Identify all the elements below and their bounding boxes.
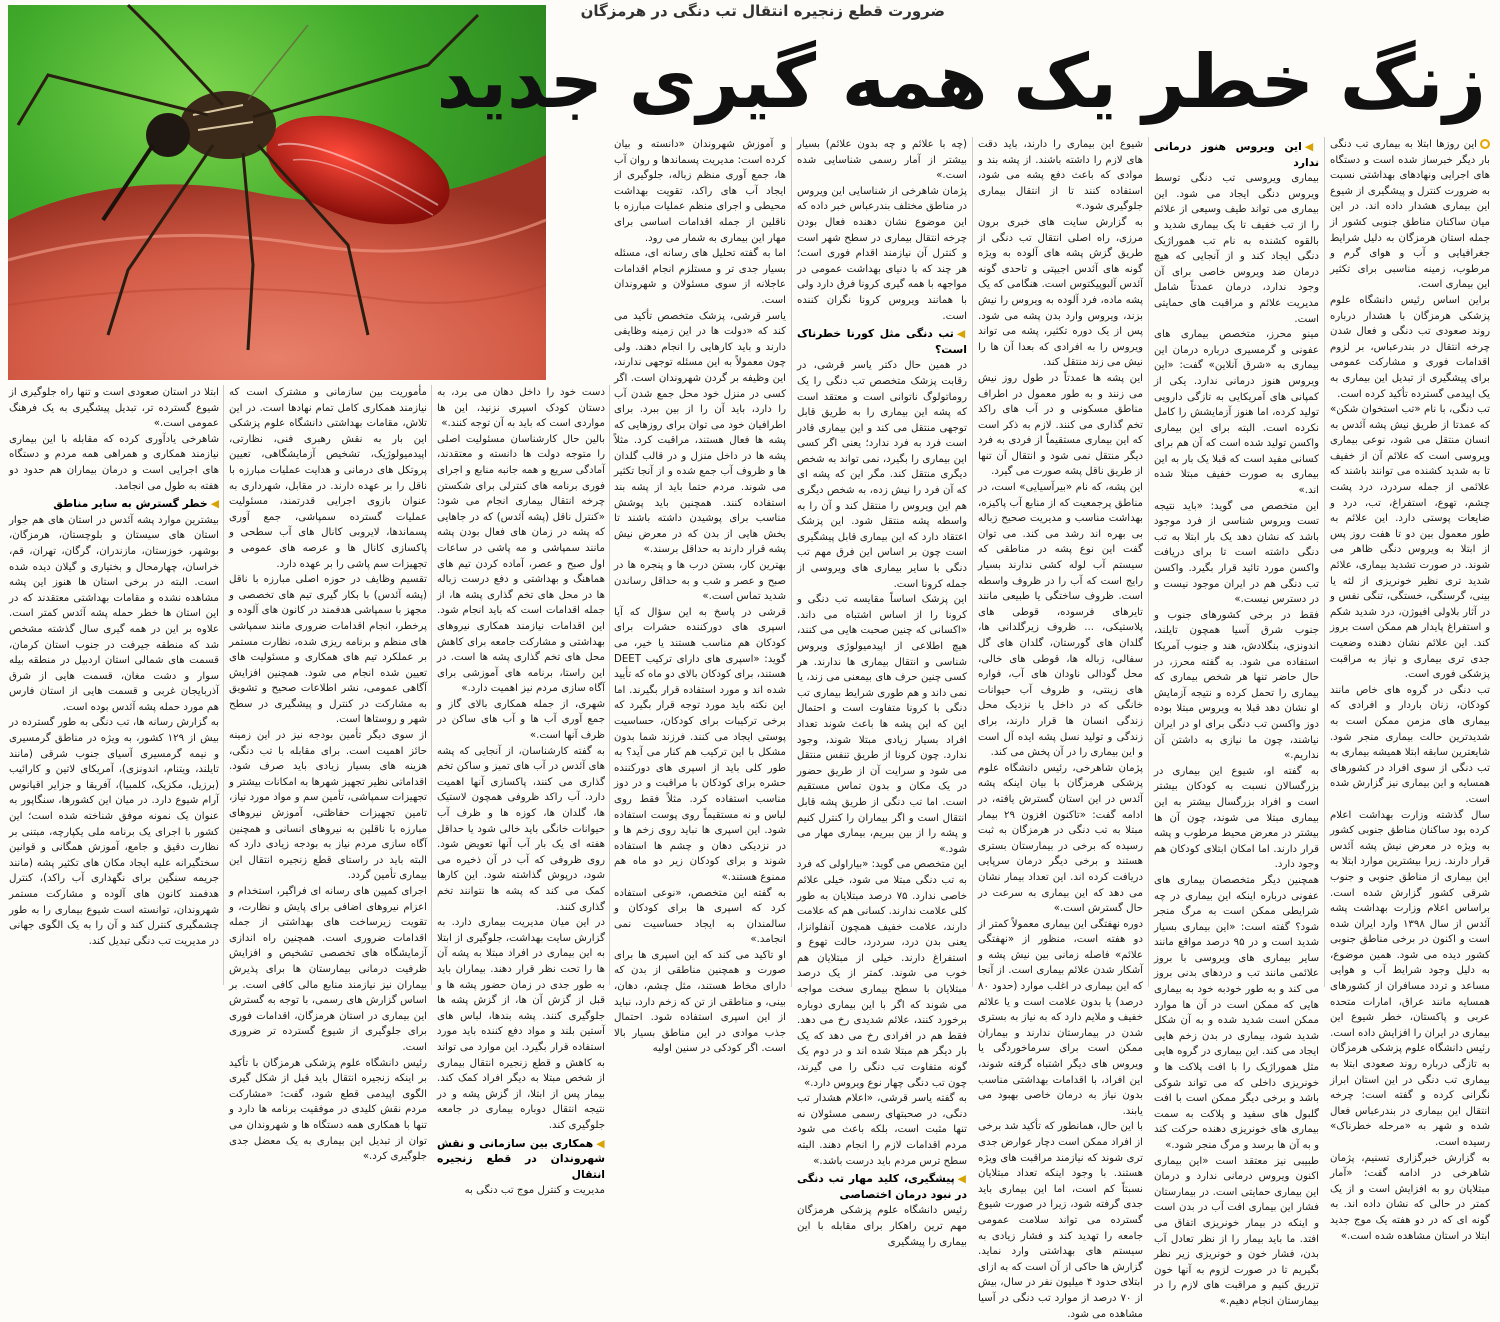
paragraph: رئیس دانشگاه علوم پزشکی هرمزگان با تأکید بر اینکه زنجیره انتقال باید قبل از شکل گیری الگوی اپیدمی قطع شود، گفت: «مشارکت مردم نقش کلیدی در موفقیت برنامه ها دارد و تنها با همکاری همه دستگاه ها و شهروندان می توان از تبدیل این بیماری به یک معضل جدی جلوگیری کرد.» [229,1057,427,1163]
paragraph: در این میان مدیریت بیماری دارد. به گزارش سایت بهداشت، جلوگیری از ابتلا به این بیماری در افراد مبتلا به پشه آن ها را تحت نظر قرار دهند. بیماران باید به طور جدی در زمان حضور پشه ها و قبل از گزش آن ها، از گزش پشه ها جلوگیری کنند. پشه بندها، لباس های آستین بلند و مواد دفع کننده باید مورد استفاده قرار بگیرد. این موارد می تواند به کاهش و قطع زنجیره انتقال بیماری از شخص مبتلا به دیگر افراد کمک کند. بیمار پس از ابتلا، از گزش پشه و در نتیجه انتقال دوباره بیماری در جامعه جلوگیری کند. [437,917,605,1131]
paragraph: مینو محرز، متخصص بیماری های عفونی و گرمسیری درباره درمان این بیماری به «شرق آنلاین» گفت: «این ویروس هنوز درمانی ندارد. یکی از کمپانی های آمریکایی به تازگی دارویی تولید کرده، اما هنوز آزمایشش را کامل نکرده است. البته برای این بیماری واکسن تولید شده است که آن هم برای کسانی مفید است که قبلا یک بار به این بیماری به صورت خفیف مبتلا شده اند.» [1154,329,1319,497]
paragraph: این پشه، که نام «بیرآسیایی» است، در مناطق پرجمعیت که از منابع آب پاکیزه، بهداشت مناسب و مدیریت صحیح زباله بی بهره اند رشد می کند. می توان گفت این نوع پشه در مناطقی که سیستم آب لوله کشی ندارند بسیار رایج است که آب را در ظروف واسطه است. ظروف ساختگی یا طبیعی مانند تایرهای فرسوده، قوطی های پلاستیکی، ... ظروف زیرگلدانی ها، گلدان های گورستان، گلدان های گل سفالی، زباله ها، قوطی های خالی، محل گودالی ناودان های آب، فواره های زینتی، و ظروف آب حیوانات خانگی که در داخل یا نزدیک محل زندگی انسان ها قرار دارند، برای زندگی و تولید نسل پشه ایده آل است و این بیماری را در آن پخش می کند. [978,482,1143,759]
paragraph: تب دنگی در گروه های خاص مانند کودکان، زنان باردار و افرادی که بیماری های مزمن ممکن است به شدیدترین حالت بیماری منجر شود. شایعترین سابقه ابتلا همیشه بیماری به تب دنگی از سوی افراد در کشورهای همسایه و این بیماری نیز گزارش شده است. [1330,684,1490,805]
paragraph: پژمان شاهرخی از شناسایی این ویروس در مناطق مختلف بندرعباس خبر داده که این موضوع نشان دهنده فعال بودن چرخه انتقال بیماری در سطح شهر است و کنترل آن نیازمند اقدام فوری است؛ هر چند که با دنیای بهداشت عمومی در مواجهه با همه گیری کرونا فرق دارد ولی با همانند ویروس کرونا نگران کننده است. [797,185,967,322]
subheading [797,326,967,357]
article-kicker: ضرورت قطع زنجیره انتقال تب دنگی در هرمزگان [580,2,945,20]
paragraph: رئیس دانشگاه علوم پزشکی هرمزگان مهم ترین راهکار برای مقابله با این بیماری را پیشگیری [797,1205,967,1248]
column-7 [229,385,427,1163]
column-1 [1330,137,1490,1242]
paragraph: به گفته این متخصص، «نوعی استفاده کرد که اسپری ها برای کودکان و سالمندان به ایجاد حساسیت نمی انجامد.» [614,887,786,946]
subheading-text: همکاری بین سازمانی و نقش شهروندان در قطع زنجیره انتقال [437,1136,605,1181]
paragraph: فقط در برخی کشورهای جنوب و جنوب شرق آسیا همچون تایلند، اندونزی، بنگلادش، هند و جنوب آمریکا استفاده می شود. به گفته محرز، در حال حاضر تنها هر شخص بیماری که بیماری را تحمل کرده و نتیجه آزمایش او نشان دهد قبلا به ویروس مبتلا بوده دوز واکسن تب دنگی برای او در ایران نیاشند، چون ما نیازی به داشتن آن نداریم.» [1154,609,1319,762]
column-4 [797,137,967,1248]
paragraph: این روزها ابتلا به بیماری تب دنگی بار دیگر خبرساز شده است و دستگاه های اجرایی ونهادهای بهداشتی نسبت به ضرورت کنترل و پیشگیری از شیوع این بیماری هشدار داده اند. در این میان ساکنان مناطق جنوبی کشور از جمله استان هرمزگان به دلیل شرایط جغرافیایی و آب و هوای گرم و مرطوب، زمینه مناسبی برای تکثیر این بیماری است. [1330,139,1490,291]
paragraph: با این حال، همانطور که تأکید شد برخی از افراد ممکن است دچار عوارض جدی تری شوند که نیازمند مراقبت های ویژه هستند. با وجود اینکه تعداد مبتلایان نسبتاً کم است، اما این بیماری باید جدی گرفته شود، زیرا در صورت شیوع گسترده می تواند سلامت عمومی جامعه را تهدید کند و فشار زیادی به سیستم های بهداشتی وارد نماید. گزارش ها حاکی از آن است که به ازای ابتلای حدود ۴ میلیون نفر در سال، بیش از ۷۰ درصد از موارد تب دنگی در آسیا مشاهده می شود. [978,1121,1143,1320]
subheading [1154,139,1319,170]
paragraph: اجرای کمپین های رسانه ای فراگیر، استخدام و اعزام نیروهای اضافی برای پایش و نظارت، و تقویت زیرساخت های بهداشتی از جمله اقدامات ضروری است. همچنین راه اندازی آزمایشگاه های تخصصی تشخیص و افزایش ظرفیت درمانی بیمارستان ها برای پذیرش بیماران نیز نیازمند منابع مالی کافی است. بر اساس گزارش های رسمی، با توجه به گسترش این بیماری در استان هرمزگان، اقدامات فوری برای جلوگیری از شیوع گسترده تر ضروری است. [229,886,427,1053]
triangle-marker-icon: ◀ [1304,140,1319,153]
paragraph: این متخصص می گوید: «بیاراولی که فرد به تب دنگی مبتلا می شود، خیلی علائم خاصی ندارد. ۷۵ درصد مبتلایان به طور کلی علامت ندارند. کسانی هم که علامت دارند، علامت خفیف همچون آنفلوانزا، یعنی بدن درد، سردرد، حالت تهوع و استفراغ دارند. خیلی از مبتلایان هم خوب می شوند. کمتر از یک درصد مبتلایان با سطح بیماری سخت مواجه می شوند که اگر با این بیماری دوباره برخورد کنند، علائم شدیدی رخ می دهد. فقط هم در افرادی رخ می دهد که یک بار دیگر هم مبتلا شده اند و در دوم یک گونه متفاوت تب دنگی را می گیرند، چون تب دنگی چهار نوع ویروس دارد.» [797,859,967,1089]
subheading [437,1136,605,1183]
paragraph: این پزشک اساساً مقایسه تب دنگی و کرونا را از اساس اشتباه می داند. «اکسانی که چنین صحبت هایی می کنند، هیچ اطلاعی از اپیدمیولوژی ویروس شناسی و انتقال بیماری ها ندارند. هر کسی چنین حرف های بیمعنی می زند، یا نمی داند و هم طوری شرایط بیماری تب دنگی با کرونا متفاوت است و احتمال این که این پشه ها باعث شوند تعداد افراد بسیار زیادی مبتلا شوند، وجود ندارد. چون کرونا از طریق تنفس منتقل می شود و سرایت آن از طریق حضور در یک مکان و بدون تماس مستقیم است. اما تب دنگی از طریق پشه قابل انتقال است و اگر بیماران را کنترل کنیم و پشه را از بین ببریم، بیماری مهار می شود.» [797,594,967,855]
column-6 [437,385,605,1197]
paragraph: شاهرخی یادآوری کرده که مقابله با این بیماری نیازمند همکاری و همراهی همه مردم و دستگاه های اجرایی است و درمان بیماران هم حدود دو هفته به طول می انجامد. [9,433,219,492]
paragraph: مأموریت بین سازمانی و مشترک است که نیازمند همکاری کامل تمام نهادها است. در این تلاش، مقامات بهداشتی دانشگاه علوم پزشکی این بار به نقش رهبری فنی، نظارتی، اپیدمیولوژیک، تشخیص آزمایشگاهی، تعیین پروتکل های درمانی و هدایت عملیات مبارزه با ناقل را بر عهده دارند. در مقابل، شهرداری به عنوان بازوی اجرایی قدرتمند، مسئولیت عملیات گسترده سمپاشی، جمع آوری پسماندها، لایروبی کانال های آب سطحی و پاکسازی کانال ها و عرصه های عمومی و تجهیزات سم پاشی را بر عهده دارد. [229,387,427,570]
paragraph: به گزارش سایت های خبری برون مرزی، راه اصلی انتقال تب دنگی از طریق گزش پشه های آلوده به ویژه گونه های آئدس اجیپتی و تاحدی گونه آئدس آلبوپیکتوس است. هنگامی که یک پشه ماده، فرد آلوده به ویروس را نیش بزند، ویروس وارد بدن پشه می شود. پس از یک دوره تکثیر، پشه می تواند ویروس را به افرادی که بعدا آن ها را نیش می زند منتقل کند. [978,216,1143,369]
paragraph: دست خود را داخل دهان می برد، به دستان کودک اسپری نزنید، این ها مواردی است که باید به آن توجه کنند.» [437,387,605,430]
paragraph: از سوی دیگر تأمین بودجه نیز در این زمینه حائز اهمیت است. برای مقابله با تب دنگی، هزینه های بسیار زیادی باید صرف شود. اقداماتی نظیر تجهیز شهرها به امکانات بیشتر و تجهیزات سمپاشی، تأمین سم و مواد مورد نیاز، تامین تجهیزات حفاظتی، آموزش نیروهای مبارزه با ناقلین به نیروهای انسانی و همچنین آگاه سازی مردم نیاز به بودجه زیادی دارد که البته باید در راستای قطع زنجیره انتقال این بیماری تأمین گردد. [229,730,427,882]
paragraph: دوره نهفتگی این بیماری معمولاً کمتر از دو هفته است، منظور از «نهفتگی علائم» فاصله زمانی بین نیش پشه و آشکار شدن علائم بیماری است. از آنجا که این بیماری در اغلب موارد (حدود ۸۰ درصد) یا بدون علامت است و یا علائم خفیف و ملایم دارد که به نیاز به بستری شدن در بیمارستان ندارند و بیماران ممکن است برای سرماخوردگی یا ویروس های دیگر اشتباه گرفته شوند، این افراد، با اقدامات بهداشتی مناسب بدون نیاز به درمان خاصی بهبود می یابند. [978,918,1143,1117]
section-start-icon [1480,139,1490,149]
subheading-text: این ویروس هنوز درمانی ندارد [1154,140,1319,169]
article-headline: زنگ خطر یک همه گیری جدید [436,39,1486,125]
paragraph: همچنین دیگر متخصصان بیماری های عفونی درباره اینکه این بیماری در چه شرایطی ممکن است به مرگ منجر شود؟ گفته است: «این بیماری بسیار شدید است و در ۹۵ درصد مواقع مانند سایر بیماری های ویروسی با بروز علائمی مانند تب و دردهای بدنی بروز می کند و به طور خودبه خود به بیماری هایی که ممکن است در آن ها موارد ممکن است شدید شده و به آن شکل شدید شود، بیماری در بدن زخم هایی ایجاد می کند. این بیماری در گروه هایی مثل هموراژیک را با افت پلاکت ها و خونریزی داخلی که می تواند شوکی باشد و برخی دیگر ممکن است با افت گلبول های سفید و پلاکت به سمت بیماری های خونریزی دهنده حرکت کند و به آن ها برسد و مرگ منجر شود.» [1154,874,1319,1151]
paragraph: به گفته یاسر قرشی، «اعلام هشدار تب دنگی، در صحبتهای رسمی مسئولان نه تنها مثبت است، بلکه باعث می شود مردم اقدامات لازم را انجام دهند. البته سطح ترس مردم باید درست باشد.» [797,1093,967,1167]
triangle-marker-icon: ◀ [956,327,967,341]
paragraph: براین اساس رئیس دانشگاه علوم پزشکی هرمزگان با هشدار درباره روند صعودی تب دنگی و فعال شدن چرخه انتقال در بندرعباس، بر لزوم اقدامات فوری و مشارکت عمومی برای پیشگیری از تبدیل این بیماری به یک اپیدمی گسترده تأکید کرده است. [1330,294,1490,400]
paragraph: ابتلا در استان صعودی است و تنها راه جلوگیری از شیوع گسترده تر، تبدیل پیشگیری به یک فرهنگ عمومی است.» [9,387,219,430]
column-2 [1154,137,1319,1307]
paragraph: این پشه ها عمدتاً در طول روز نیش می زنند و به طور معمول در اطراف مناطق مسکونی و در آب های راکد تخم گذاری می کنند. لازم به ذکر است که این بیماری مستقیماً از فردی به فرد دیگر منتقل نمی شود و انتقال آن تنها از طریق ناقل پشه صورت می گیرد. [978,372,1143,478]
column-3 [978,137,1143,1320]
paragraph: به گزارش خبرگزاری تسنیم، پژمان شاهرخی در ادامه گفت: «آمار مبتلایان رو به افزایش است و از یک کمتر در حالی که نشان داده اند. به گونه ای که در دو هفته یک موج جدید ابتلا در استان مشاهده شده است.» [1330,1152,1490,1242]
paragraph: به گفته کارشناسان، از آنجایی که پشه های آئدس در آب های تمیز و ساکن تخم گذاری می کنند، پاکسازی آنها اهمیت دارد. آب راکد ظروفی همچون لاستیک ها، گلدان ها، کوزه ها و ظرف آب حیوانات خانگی باید خالی شود یا حداقل هفته ای یک بار آب آنها تعویض شود. روی ظروفی که آب در آن ذخیره می شود، درپوش گذاشته شود. این کارها کمک می کند که پشه ها نتوانند تخم گذاری کنند. [437,745,605,913]
paragraph: بهترین کار، بستن درب ها و پنجره ها در صبح و عصر و شب و به حداقل رساندن شدید تماس است.» [614,560,786,603]
subheading [9,496,219,512]
paragraph: رئیس دانشگاه علوم پزشکی هرمزگان به تازگی درباره روند صعودی ابتلا به بیماری تب دنگی در این استان ابراز نگرانی کرده و گفته است: چرخه انتقال این بیماری در بندرعباس فعال شده و شهر به «مرحله خطرناک» رسیده است. [1330,1043,1490,1148]
subheading-text: خطر گسترش به سایر مناطق [53,497,208,511]
paragraph: شیوع این بیماری را دارند، باید دقت های لازم را داشته باشند. از پشه بند و موادی که باعث دفع پشه می شود، استفاده کنند تا از انتقال بیماری جلوگیری شود.» [978,139,1143,213]
paragraph: تقسیم وظایف در حوزه اصلی مبارزه با ناقل (پشه آئدس) با بکار گیری تیم های تخصصی و مجهز با سمپاشی هدفمند در کانون های آلوده و پرخطر، انجام اقدامات ضروری مانند سمپاشی های منظم و برنامه ریزی شده، نظارت مستمر بر عملکرد تیم های همکاری و مسئولیت های تعیین شده انجام می شود. همچنین افزایش آگاهی عمومی، نشر اطلاعات صحیح و تشویق به مشارکت در کنترل و پیشگیری در سطح شهر و روستاها است. [229,574,427,726]
paragraph: یاسر قرشی، پزشک متخصص تأکید می کند که «دولت ها در این زمینه وظایفی دارند و باید کارهایی را انجام دهند. ولی چون معمولاً به این مسئله توجهی ندارند، این وظیفه بر گردن شهروندان است. اگر کسی در منزل خود محل جمع شدن آب را دارد، باید آن را از بین ببرد. برای اطرافیان خود می توان برای روزهایی که پشه ها فعال هستند، مراقبت کرد. مثلاً پشه ها در داخل منزل و در قالب گلدان ها و ظروف آب جمع شده و از آنجا تکثیر می شوند. مردم حتما باید از پشه بند استفاده کنند. همچنین باید پوشش مناسب برای پوشیدن داشته باشند تا بخش هایی از بدن که در معرض نیش پشه قرار دارند به حداقل برسند.» [614,310,786,556]
triangle-marker-icon: ◀ [596,1136,605,1150]
paragraph: بیشترین موارد پشه آئدس در استان های هم جوار استان های سیستان و بلوچستان، هرمزگان، بوشهر، خوزستان، مازندران، گرگان، تهران، قم، خراسان، چهارمحال و بختیاری و گیلان دیده شده است. البته در برخی استان ها هنوز این پشه مشاهده نشده و مقامات بهداشتی معتقدند که در این استان ها خطر حمله پشه آئدس کمتر است. علاوه بر این در همه گیری سال گذشته مشخص شد که منطقه جیرفت در جنوب استان کرمان، قسمت های شمالی استان اردبیل در منطقه بیله سوار و دشت مغان، قسمت هایی از شرق آذربایجان غربی و قسمت هایی از استان فارس هم مورد حمله پشه آئدس بوده است. [9,514,219,713]
paragraph: سال گذشته وزارت بهداشت اعلام کرده بود ساکنان مناطق جنوبی کشور به ویژه در معرض نیش پشه آئدس قرار دارند. زیرا بیشترین موارد ابتلا به این بیماری از مناطق جنوبی و جنوب شرقی کشور گزارش شده است. براساس اعلام وزارت بهداشت پشه آئدس از سال ۱۳۹۸ وارد ایران شده است و اکنون در برخی مناطق جنوبی کشور دیده می شود. همین موضوع، به دلیل وجود شرایط آب و هوایی مساعد و تردد مسافران از کشورهای همسایه مانند عراق، امارات متحده عربی و پاکستان، خطر شیوع این بیماری در ایران را افزایش داده است. [1330,809,1490,1039]
triangle-marker-icon: ◀ [957,1172,967,1186]
paragraph: بیماری ویروسی تب دنگی توسط ویروس دنگی ایجاد می شود. این بیماری می تواند طیف وسیعی از علائم را از تب خفیف تا یک بیماری شدید و بالقوه کشنده به نام تب هموراژیک دنگی ایجاد کند و از آنجایی که هیچ درمان ضد ویروس خاصی برای آن وجود ندارد، درمان عمدتاً شامل مدیریت علائم و مراقبت های حمایتی است. [1154,173,1319,325]
paragraph: بالین حال کارشناسان مسئولیت اصلی را متوجه دولت ها دانسته و معتقدند، آمادگی سریع و همه جانبه منابع و اجرای فوری برنامه های کنترلی برای شکستن چرخه انتقال بیماری انجام می شود: «کنترل ناقل (پشه آئدس) که در جاهایی که پشه در زمان های فعال بودن پشه مانند سمپاشی و مه پاشی در ساعات اول صبح و عصر، آماده کردن تیم های هماهنگ و بهداشتی و دفع درست زباله ها در محل های تخم گذاری پشه ها، از جمله اقدامات است که باید انجام شود. این اقدامات نیازمند همکاری نیروهای بهداشتی و مشارکت جامعه برای کاهش محل های تخم گذاری پشه ها است. در این راستا، برنامه های آموزشی برای آگاه سازی مردم نیز اهمیت دارد.» [437,433,605,695]
paragraph: طبیبی نیز معتقد است «این بیماری اکنون ویروس درمانی ندارد و درمان این بیماری حمایتی است. در بیمارستان فشار این بیماری افت آب در بدن است و اینکه در بیمار خونریزی اتفاق می افتد. ما باید بیمار را از نظر تعادل آب بدن، فشار خون و خونریزی زیر نظر بگیریم تا در صورت لزوم به آنها خون تزریق کنیم و مراقبت های لازم را در بیمارستان انجام دهیم.» [1154,1155,1319,1307]
paragraph: به گزارش رسانه ها، تب دنگی به طور گسترده در بیش از ۱۲۹ کشور، به ویژه در مناطق گرمسیری و نیمه گرمسیری آسیای جنوب شرقی (مانند تایلند، ویتنام، اندونزی)، آمریکای لاتین و کارائیب (برزیل، مکزیک، کلمبیا)، آفریقا و جزایر اقیانوس آرام شیوع دارد. در میان این کشورها، سنگاپور به عنوان یک نمونه موفق شناخته شده است؛ این کشور با اجرای یک برنامه ملی یکپارچه، مبتنی بر نظارت دقیق و جامع، آموزش همگانی و قوانین سختگیرانه علیه ایجاد مکان های تکثیر پشه (مانند جریمه سنگین برای نگهداری آب راکد)، کنترل هدفمند کانون های آلوده و مشارکت مستمر شهروندان، توانسته است شیوع بیماری را به طور چشمگیری کنترل کند و آن را به یک الگوی جهانی در مدیریت تب دنگی تبدیل کند. [9,717,220,947]
paragraph: اما به گفته تحلیل های رسانه ای، مسئله بسیار جدی تر و مستلزم انجام اقدامات عاجلانه از سوی مسئولان و شهروندان است. [614,248,786,306]
paragraph: مدیریت و کنترل موج تب دنگی به [464,1185,605,1197]
paragraph: و آموزش شهروندان «دانسته و بیان کرده است: مدیریت پسماندها و روان آب ها، جمع آوری منظم زباله، جلوگیری از ایجاد آب های راکد، تقویت بهداشت محیطی و اجرای منظم عملیات مبارزه با ناقلین از جمله اقدامات اساسی برای مهار این بیماری به شمار می رود. [614,139,786,244]
paragraph: شهری، از جمله همکاری بالای گاز و جمع آوری آب ها و آب های ساکن در ظرف آنها است.» [437,698,605,742]
paragraph: در همین حال دکتر یاسر قرشی، در رقابت پزشک متخصص تب دنگی را یک روماتولوگ ناتوانی است و معتقد است که پشه این بیماری را به طریق قابل توجهی منتقل می کند و این بیماری قادر است فرد به فرد ندارد؛ یعنی اگر کسی این بیماری را بگیرد، نمی تواند به شخص دیگری منتقل کند. مگر این که پشه ای که آن فرد را نیش زده، به شخص دیگری هم این ویروس را منتقل کند و آن را به واسطه پشه منتقل شود. این پزشک اعتقاد دارد که این بیماری قابل پیشگیری است چون بر اساس این فرق مهم تب دنگی با سایر بیماری های ویروسی از جمله کرونا است. [797,360,967,590]
subheading-text: تب دنگی مثل کورنا خطرناک است؟ [797,327,967,356]
paragraph: او تاکید می کند که این اسپری ها برای صورت و همچنین مناطقی از بدن که دارای مخاط هستند، مثل چشم، دهان، بینی، و مناطقی از تن که زخم دارد، نباید از این اسپری استفاده شود. احتمال جذب موادی در این مناطق بسیار بالا است. اگر کودکی در سنین اولیه [614,949,786,1055]
paragraph: قرشی در پاسخ به این سؤال که آیا اسپری های دورکننده حشرات برای کودکان هم مناسب هستند یا خیر، می گوید: «اسپری های دارای ترکیب DEET هستند، برای کودکان بالای دو ماه که تأیید شده اند و مورد استفاده قرار بگیرند. اما این نکته باید مورد توجه قرار بگیرد که برخی ترکیبات برای کودکان، حساسیت پوستی ایجاد می کنند. فرزند شما بدون مشکل با این ترکیب هم کنار می آید؟ به طور کلی باید از اسپری های دورکننده حشره برای کودکان با مراقبت و در دوز مناسب استفاده کرد. مثلاً فقط روی لباس و نه مستقیماً روی پوست استفاده شود. این اسپری ها نباید روی زخم ها و در نزدیکی دهان و چشم ها استفاده شوند و برای کودکان زیر دو ماه هم ممنوع هستند.» [614,606,786,883]
column-5 [614,137,786,1055]
paragraph: (چه با علائم و چه بدون علائم) بسیار بیشتر از آمار رسمی شناسایی شده است.» [797,139,967,182]
paragraph: پژمان شاهرخی، رئیس دانشگاه علوم پزشکی هرمزگان با بیان اینکه پشه آئدس در این استان گسترش یافته، در ادامه گفت: «تاکنون افزون ۲۹ بیمار مبتلا به تب دنگی در هرمزگان به ثبت رسیده که برخی در بیمارستان بستری هستند و برخی دیگر درمان سرپایی دریافت کرده اند. این تعداد بیمار نشان می دهد که این بیماری به سرعت در حال گسترش است.» [978,762,1143,915]
paragraph: به گفته او، شیوع این بیماری در بزرگسالان نسبت به کودکان بیشتر است و افراد بزرگسال بیشتر به این بیماری مبتلا می شوند، چون آن ها بیشتر در معرض محیط مرطوب و پشه قرار دارند. اما امکان ابتلای کودکان هم وجود دارد. [1154,765,1319,871]
column-8 [9,385,219,987]
subheading-text: پیشگیری، کلید مهار تب دنگی در نبود درمان اختصاصی [797,1172,967,1201]
subheading [797,1171,967,1202]
triangle-marker-icon: ◀ [210,497,219,511]
paragraph: این متخصص می گوید: «باید نتیجه تست ویروس شناسی از فرد موجود باشد که نشان دهد یک بار ابتلا به تب دنگی داشته است تا برای دریافت واکسن مورد تائید قرار بگیرد. واکسن تب دنگی هم در ایران موجود نیست و در دسترس نیست.» [1154,500,1319,606]
paragraph: تب دنگی، با نام «تب استخوان شکن» که عمدتا از طریق نیش پشه آئدس به انسان منتقل می شود، نوعی بیماری ویروسی است که علائم آن از خفیف تا به شدید کشنده می توانند باشند که علائمی از جمله سردرد، درد پشت چشم، تهوع، استفراغ، تب، درد و ضایعات پوستی دارد. این علائم به طور معمول بین دو تا هفت روز پس از ابتلا به ویروس دنگی ظاهر می شوند. در صورت تشدید بیماری، علائم شدید تری نظیر خونریزی از لثه یا بینی، گرسنگی، خستگی، تنگی نفس و در آثار بلاولی افیوژن، درد شدید شکم و استفراغ پایدار هم ممکن است بروز کند. این علائم نشان دهنده وضعیت جدی تری بیماری و نیاز به مراقبت پزشکی فوری است. [1330,404,1490,681]
